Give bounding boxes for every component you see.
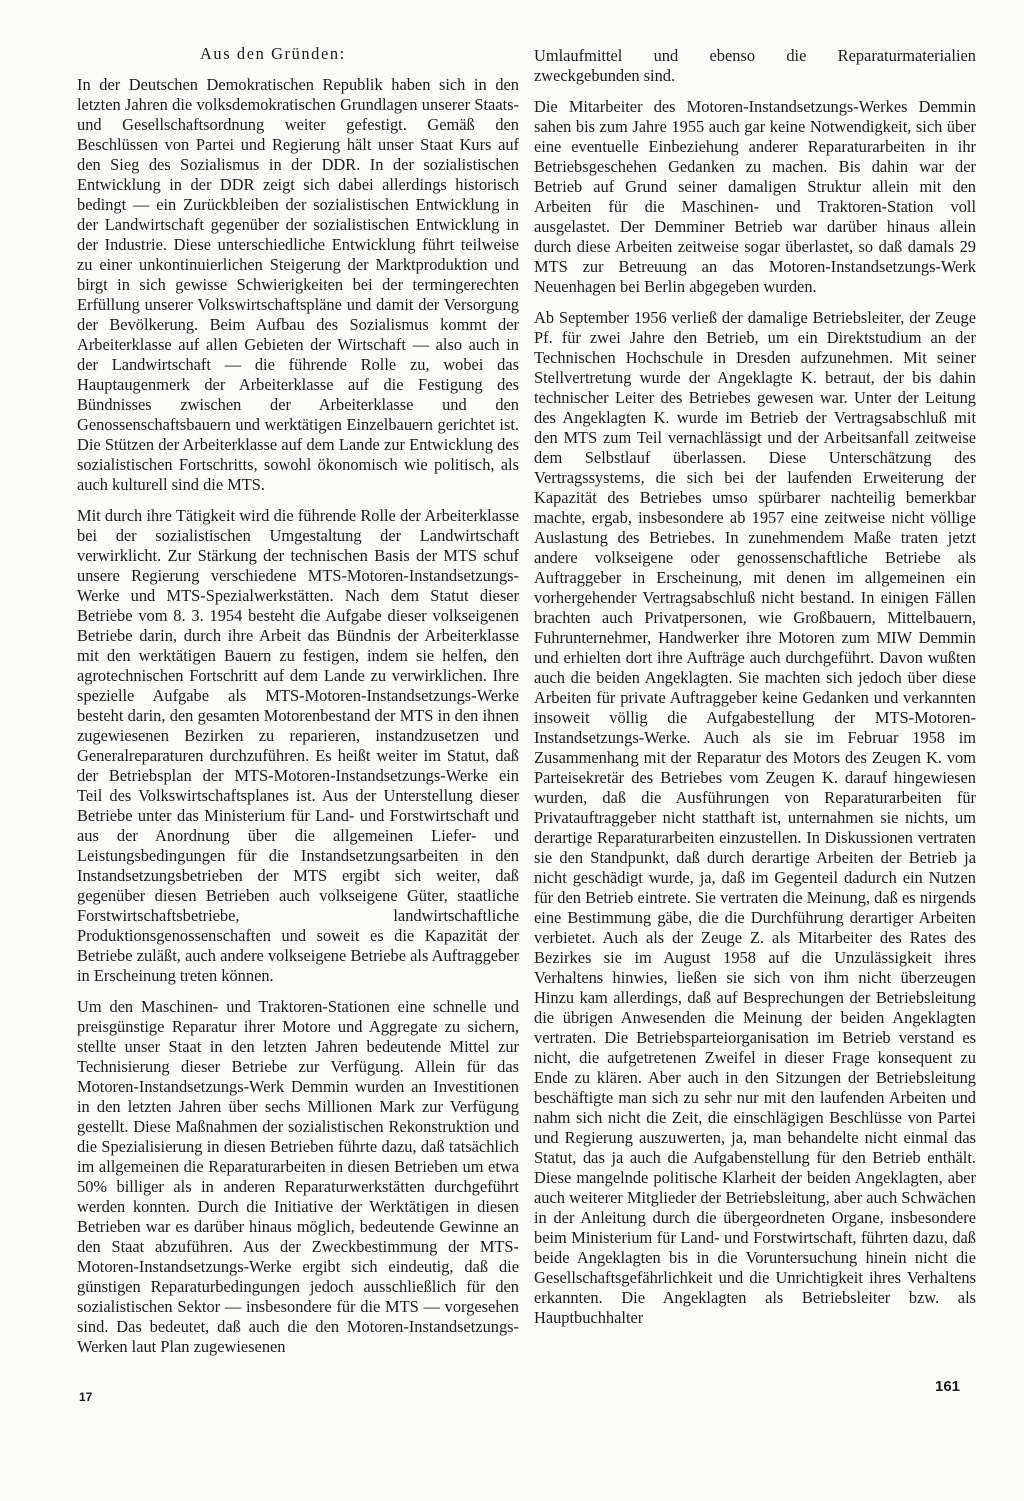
right-column <box>534 46 976 1339</box>
signature-number: 17 <box>79 1390 93 1404</box>
paragraph: Um den Maschinen- und Traktoren-Stationen eine schnelle und preisgünstige Reparatur ihrer Motore und Aggregate zu sichern, stellte unser Staat in den letzten Jahren bedeutende Mittel zur Technisierung dieser Betriebe zur Verfügung. Allein für das Motoren-Instandsetzungs-Werk Demmin wurden an Investitionen in den letzten Jahren über sechs Millionen Mark zur Verfügung gestellt. Diese Maßnahmen der sozialistischen Rekonstruktion und die Spezialisierung in diesen Betrieben führte dazu, daß tatsächlich im allgemeinen die Reparaturarbeiten in diesen Betrieben um etwa 50% billiger als in anderen Reparaturwerkstätten durchgeführt werden konnten. Durch die Initiative der Werktätigen in diesen Betrieben war es darüber hinaus möglich, bedeutende Gewinne an den Staat abzuführen. Aus der Zweckbestimmung der MTS-Motoren-Instandsetzungs-Werke ergibt sich eindeutig, daß die günstigen Reparaturbedingungen jedoch ausschließlich für den sozialistischen Sektor — insbesondere für die MTS — vorgesehen sind. Das bedeutet, daß auch die den Motoren-Instandsetzungs-Werken laut Plan zugewiesenen <box>77 997 519 1356</box>
paragraph: Umlaufmittel und ebenso die Reparaturmaterialien zweckgebunden sind. <box>534 46 976 85</box>
paragraph: Ab September 1956 verließ der damalige Betriebsleiter, der Zeuge Pf. für zwei Jahre den Betrieb, um ein Direktstudium an der Technischen Hochschule in Dresden aufzunehmen. Mit seiner Stellvertretung wurde der Angeklagte K. betraut, der bis dahin technischer Leiter des Betriebes gewesen war. Unter der Leitung des Angeklagten K. wurde im Betrieb der Vertragsabschluß mit den MTS zum Teil vernachlässigt und der Arbeitsanfall zeitweise dem Selbstlauf überlassen. Diese Unterschätzung des Vertragssystems, die sich bei der laufenden Erweiterung der Kapazität des Betriebes umso spürbarer nachteilig bemerkbar machte, ergab, insbesondere ab 1957 eine zeitweise nicht völlige Auslastung des Betriebes. In zunehmendem Maße traten jetzt andere volkseigene oder genossenschaftliche Betriebe als Auftraggeber in Erscheinung, mit denen im allgemeinen ein vorhergehender Vertragsabschluß nicht bestand. In einigen Fällen brachten auch Privatpersonen, wie Großbauern, Mittelbauern, Fuhrunternehmer, Handwerker ihre Motoren zum MIW Demmin und erhielten dort ihre Aufträge auch durchgeführt. Davon wußten auch die beiden Angeklagten. Sie machten sich jedoch über diese Arbeiten für private Auftraggeber keine Gedanken und verkannten insoweit völlig die Aufgabestellung der MTS-Motoren-Instandsetzungs-Werke. Auch als sie im Februar 1958 im Zusammenhang mit der Reparatur des Motors des Zeugen K. vom Parteisekretär des Betriebes vom Zeugen K. darauf hingewiesen wurden, daß die Ausführungen von Reparaturarbeiten für Privatauftraggeber nicht statthaft ist, unternahmen sie nichts, um derartige Reparaturarbeiten einzustellen. In Diskussionen vertraten sie den Standpunkt, daß durch derartige Arbeiten der Betrieb ja nicht geschädigt wurde, ja, daß im Gegenteil dadurch ein Nutzen für den Betrieb eintrete. Sie vertraten die Meinung, daß es nirgends eine Bestimmung gäbe, die die Durchführung derartiger Arbeiten verbietet. Auch als der Zeuge Z. als Mitarbeiter des Rates des Bezirkes sie im August 1958 auf die Unzulässigkeit ihres Verhaltens hinwies, ließen sie sich von ihm nicht überzeugen Hinzu kam allerdings, daß auf Besprechungen der Betriebsleitung die übrigen Anwesenden die Meinung der beiden Angeklagten vertraten. Die Betriebsparteiorganisation im Betrieb verstand es nicht, die aufgetretenen Zweifel in dieser Frage konsequent zu Ende zu klären. Aber auch in den Sitzungen der Betriebsleitung beschäftigte man sich zu sehr nur mit den laufenden Arbeiten und nahm sich nicht die Zeit, die einschlägigen Beschlüsse von Partei und Regierung auszuwerten, ja, man behandelte nicht einmal das Statut, das ja auch die Aufgabenstellung für den Betrieb enthält. Diese mangelnde politische Klarheit der beiden Angeklagten, aber auch weiterer Mitglieder der Betriebsleitung, aber auch Schwächen in der Anleitung durch die übergeordneten Organe, insbesondere beim Ministerium für Land- und Forstwirtschaft, führten dazu, daß beide Angeklagten bis in die Voruntersuchung hinein nicht die Gesellschaftsgefährlichkeit und die Unrichtigkeit ihres Verhaltens erkannten. Die Angeklagten als Betriebsleiter bzw. als Hauptbuchhalter <box>534 308 976 1327</box>
paragraph: In der Deutschen Demokratischen Republik haben sich in den letzten Jahren die volksdemokratischen Grundlagen unserer Staats- und Gesellschaftsordnung weiter gefestigt. Gemäß den Beschlüssen von Partei und Regierung hält unser Staat Kurs auf den Sieg des Sozialismus in der DDR. In der sozialistischen Entwicklung in der DDR zeigt sich dabei allerdings historisch bedingt — ein Zurückbleiben der sozialistischen Entwicklung in der Landwirtschaft gegenüber der sozialistischen Entwicklung in der Industrie. Diese unterschiedliche Entwicklung führt teilweise zu einer unkontinuierlichen Steigerung der Marktproduktion und birgt in sich gewisse Schwierigkeiten bei der termingerechten Erfüllung unserer Volkswirtschaftspläne und damit der Versorgung der Bevölkerung. Beim Aufbau des Sozialismus kommt der Arbeiterklasse auf allen Gebieten der Wirtschaft — also auch in der Landwirtschaft — die führende Rolle zu, wobei das Hauptaugenmerk der Arbeiterklasse auf die Festigung des Bündnisses zwischen der Arbeiterklasse und den Genossenschaftsbauern und werktätigen Einzelbauern gerichtet ist. Die Stützen der Arbeiterklasse auf dem Lande zur Entwicklung des sozialistischen Fortschritts, sowohl ökonomisch wie politisch, als auch kulturell sind die MTS. <box>77 75 519 494</box>
page-number: 161 <box>935 1378 961 1395</box>
paragraph: Die Mitarbeiter des Motoren-Instandsetzungs-Werkes Demmin sahen bis zum Jahre 1955 auch gar keine Notwendigkeit, sich über eine eventuelle Einbeziehung anderer Reparaturarbeiten in ihr Betriebsgeschehen Gedanken zu machen. Bis dahin war der Betrieb auf Grund seiner damaligen Struktur allein mit den Arbeiten für die Maschinen- und Traktoren-Station voll ausgelastet. Der Demminer Betrieb war darüber hinaus allein durch diese Arbeiten zeitweise sogar überlastet, so daß damals 29 MTS zur Betreuung an das Motoren-Instandsetzungs-Werk Neuenhagen bei Berlin abgegeben wurden. <box>534 97 976 296</box>
section-heading: Aus den Gründen: <box>200 44 346 63</box>
left-column <box>77 44 519 1368</box>
paragraph: Mit durch ihre Tätigkeit wird die führende Rolle der Arbeiterklasse bei der sozialistischen Umgestaltung der Landwirtschaft verwirklicht. Zur Stärkung der technischen Basis der MTS schuf unsere Regierung verschiedene MTS-Motoren-Instandsetzungs-Werke und MTS-Spezialwerkstätten. Nach dem Statut dieser Betriebe vom 8. 3. 1954 besteht die Aufgabe dieser volkseigenen Betriebe darin, durch ihre Arbeit das Bündnis der Arbeiterklasse mit den werktätigen Bauern zu festigen, indem sie helfen, den agrotechnischen Fortschritt auf dem Lande zu verwirklichen. Ihre spezielle Aufgabe als MTS-Motoren-Instandsetzungs-Werke besteht darin, den gesamten Motorenbestand der MTS in den ihnen zugewiesenen Bezirken zu reparieren, instandzusetzen und Generalreparaturen durchzuführen. Es heißt weiter im Statut, daß der Betriebsplan der MTS-Motoren-Instandsetzungs-Werke ein Teil des Volkswirtschaftsplanes ist. Aus der Unterstellung dieser Betriebe unter das Ministerium für Land- und Forstwirtschaft und aus der Anordnung über die allgemeinen Liefer- und Leistungsbedingungen für die Instandsetzungsarbeiten in den Instandsetzungsbetrieben der MTS ergibt sich weiter, daß gegenüber diesen Betrieben auch volkseigene Güter, staatliche Forstwirtschaftsbetriebe, landwirtschaftliche Produktionsgenossenschaften und soweit es die Kapazität der Betriebe zuläßt, auch andere volkseigene Betriebe als Auftraggeber in Erscheinung treten können. <box>77 506 519 985</box>
